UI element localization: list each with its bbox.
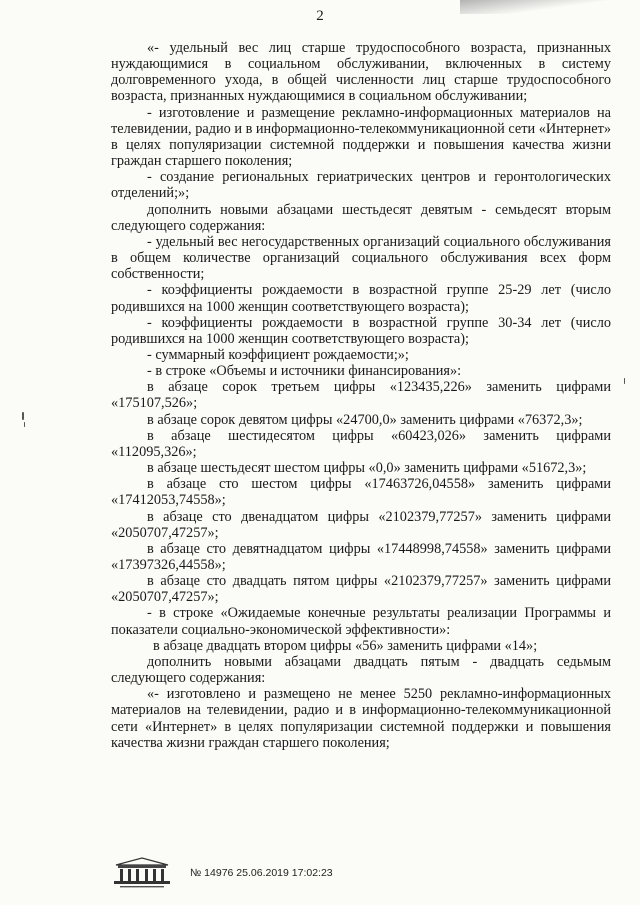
scan-speck — [22, 412, 24, 420]
paragraph: - коэффициенты рождаемости в возрастной группе 30-34 лет (число родившихся на 1000 женщин соответствующего возраста); — [111, 314, 611, 347]
paragraph: в абзаце шестьдесят шестом цифры «0,0» заменить цифрами «51672,3»; — [147, 460, 587, 477]
scan-speck — [24, 422, 25, 427]
registration-stamp: № 14976 25.06.2019 17:02:23 — [190, 867, 333, 879]
paragraph: - суммарный коэффициент рождаемости;»; — [147, 346, 409, 363]
paragraph: в абзаце сорок третьем цифры «123435,226» заменить цифрами «175107,526»; — [111, 379, 611, 412]
document-footer — [110, 855, 530, 895]
paragraph: в абзаце шестидесятом цифры «60423,026» заменить цифрами «112095,326»; — [111, 427, 611, 460]
paragraph: - удельный вес негосударственных организаций социального обслуживания в общем количестве организаций социального обслуживания всех форм собственности; — [111, 233, 611, 283]
paragraph: в абзаце сто девятнадцатом цифры «17448998,74558» заменить цифрами «17397326,44558»; — [111, 540, 611, 573]
paragraph: - изготовление и размещение рекламно-информационных материалов на телевидении, радио и в информационно-телекоммуникационной сети «Интернет» в целях популяризации системной поддержки и повышения качества жизни граждан старшего поколения; — [111, 104, 612, 170]
paragraph: «- изготовлено и размещено не менее 5250 рекламно-информационных материалов на телевидении, радио и в информационно-телекоммуникационной сети «Интернет» в целях популяризации системной поддержки и повышения качества жизни граждан старшего поколения; — [111, 686, 611, 751]
paragraph: - создание региональных гериатрических центров и геронтологических отделений;»; — [111, 169, 611, 202]
paragraph: «- удельный вес лиц старше трудоспособного возраста, признанных нуждающимися в социальном обслуживании, включенных в систему долговременного ухода, в общей численности лиц старше трудоспособного возраста, признанных нуждающимися в социальном обслуживании; — [111, 40, 611, 105]
paragraph: в абзаце сто двенадцатом цифры «2102379,77257» заменить цифрами «2050707,47257»; — [111, 508, 611, 541]
page-number: 2 — [316, 8, 324, 24]
paragraph: в абзаце сорок девятом цифры «24700,0» заменить цифрами «76372,3»; — [147, 411, 583, 428]
paragraph: дополнить новыми абзацами двадцать пятым - двадцать седьмым следующего содержания: — [111, 653, 611, 687]
paragraph: в абзаце сто шестом цифры «17463726,04558» заменить цифрами «17412053,74558»; — [111, 476, 611, 509]
paragraph: дополнить новыми абзацами шестьдесят девятым - семьдесят вторым следующего содержания: — [111, 201, 611, 234]
document-body — [111, 40, 611, 751]
paragraph: - в строке «Объемы и источники финансирования»: — [147, 363, 462, 380]
paragraph: в абзаце двадцать втором цифры «56» заменить цифрами «14»; — [153, 637, 538, 654]
scan-speck — [624, 378, 625, 384]
paragraph: - коэффициенты рождаемости в возрастной группе 25-29 лет (число родившихся на 1000 женщин соответствующего возраста); — [111, 282, 611, 315]
paragraph: в абзаце сто двадцать пятом цифры «2102379,77257» заменить цифрами «2050707,47257»; — [111, 573, 611, 606]
building-stamp-icon — [110, 855, 174, 889]
paragraph: - в строке «Ожидаемые конечные результаты реализации Программы и показатели социально-экономической эффективности»: — [111, 605, 611, 638]
